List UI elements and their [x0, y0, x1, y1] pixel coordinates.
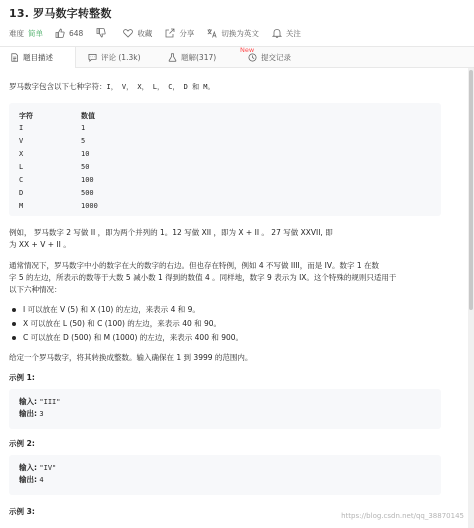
comment-icon: [88, 53, 97, 62]
tab-submissions[interactable]: [248, 47, 318, 68]
problem-meta-row: [9, 27, 314, 39]
table-header-value: 数值: [81, 112, 95, 120]
table-cell: M: [19, 202, 24, 210]
thumbs-up-icon: [55, 28, 65, 38]
bullet-dot: [12, 322, 16, 326]
description-intro: [9, 81, 215, 93]
table-cell: L: [19, 163, 24, 171]
input-value: "III": [39, 398, 61, 406]
share-icon: [165, 28, 175, 38]
table-cell: 1: [81, 124, 86, 132]
input-value: "IV": [39, 464, 57, 472]
table-cell: 50: [81, 163, 90, 171]
example-output-line: [19, 408, 44, 420]
rule-bullet: I 可以放在 V (5) 和 X (10) 的左边，来表示 4 和 9。: [23, 305, 200, 314]
example-box: [9, 389, 441, 429]
example-box: [9, 455, 441, 495]
table-cell: 500: [81, 189, 94, 197]
difficulty-label: 难度: [9, 28, 24, 38]
dislike-button[interactable]: [96, 28, 110, 38]
share-button[interactable]: [165, 28, 194, 39]
tab-comments-label: 评论 (1.3k): [101, 53, 141, 62]
example-output-line: [19, 474, 44, 486]
table-cell: I: [19, 124, 24, 132]
output-label: 输出:: [19, 475, 37, 484]
intro-prefix: 罗马数字包含以下七种字符：: [9, 82, 107, 91]
tab-submissions-label: 提交记录: [261, 53, 291, 62]
table-cell: 5: [81, 137, 86, 145]
document-icon: [10, 53, 19, 62]
rule-bullet: C 可以放在 D (500) 和 M (1000) 的左边，来表示 400 和 900。: [23, 333, 244, 342]
example-input-line: [19, 462, 56, 474]
example-title: 示例 1:: [9, 373, 35, 382]
tab-comments[interactable]: [88, 47, 158, 68]
heart-icon: [123, 28, 133, 38]
translate-label: 切换为英文: [221, 28, 259, 38]
table-cell: 100: [81, 176, 94, 184]
table-cell: C: [19, 176, 24, 184]
table-cell: 1000: [81, 202, 98, 210]
tab-description[interactable]: [0, 47, 76, 68]
table-cell: V: [19, 137, 24, 145]
output-value: 4: [39, 476, 44, 484]
flask-icon: [168, 53, 177, 62]
problem-title-row: [9, 6, 112, 20]
bullet-dot: [12, 336, 16, 340]
task-paragraph: 给定一个罗马数字，将其转换成整数。输入确保在 1 到 3999 的范围内。: [9, 353, 253, 362]
tab-bar: [0, 46, 474, 68]
table-cell: 10: [81, 150, 90, 158]
example-input-line: [19, 396, 60, 408]
table-cell: D: [19, 189, 24, 197]
bullet-dot: [12, 308, 16, 312]
translate-icon: [207, 28, 217, 38]
input-label: 输入:: [19, 463, 37, 472]
scrollbar-thumb[interactable]: [469, 70, 473, 310]
translate-button[interactable]: [207, 28, 259, 39]
output-label: 输出:: [19, 409, 37, 418]
rule-paragraph-line: 通常情况下，罗马数字中小的数字在大的数字的右边。但也存在特例，例如 4 不写做 IIII，而是 IV。数字 1 在数: [9, 261, 380, 270]
new-badge: New: [240, 46, 255, 54]
tab-solutions[interactable]: [168, 46, 255, 68]
follow-button[interactable]: [272, 28, 301, 39]
watermark: https://blog.csdn.net/qq_38870145: [341, 512, 464, 520]
clock-icon: [248, 53, 257, 62]
follow-label: 关注: [285, 28, 301, 38]
intro-symbols: I， V， X， L， C， D 和 M。: [106, 83, 215, 91]
table-header-symbol: 字符: [19, 112, 33, 120]
favorite-label: 收藏: [137, 28, 153, 38]
example-paragraph-line: 为 XX + V + II 。: [9, 240, 71, 249]
rule-paragraph-line: 以下六种情况：: [9, 285, 62, 294]
symbol-table: [9, 103, 441, 216]
like-button[interactable]: [55, 28, 83, 38]
problem-title: 13. 罗马数字转整数: [9, 7, 112, 20]
like-count: 648: [69, 28, 84, 38]
example-paragraph-line: 例如， 罗马数字 2 写做 II ，即为两个并列的 1。12 写做 XII ，即为 X + II 。 27 写做 XXVII, 即: [9, 228, 333, 237]
rule-paragraph-line: 字 5 的左边，所表示的数等于大数 5 减小数 1 得到的数值 4 。同样地，数字 9 表示为 IX。这个特殊的规则只适用于: [9, 273, 397, 282]
favorite-button[interactable]: [123, 28, 152, 39]
share-label: 分享: [179, 28, 195, 38]
input-label: 输入:: [19, 397, 37, 406]
example-title: 示例 3:: [9, 507, 35, 516]
output-value: 3: [39, 410, 44, 418]
tab-solutions-label: 题解(317): [181, 53, 217, 62]
bell-icon: [272, 28, 282, 38]
table-cell: X: [19, 150, 24, 158]
difficulty-value: 简单: [28, 28, 43, 38]
tab-description-label: 题目描述: [23, 53, 53, 62]
thumbs-down-icon: [96, 28, 106, 38]
example-title: 示例 2:: [9, 439, 35, 448]
rule-bullet: X 可以放在 L (50) 和 C (100) 的左边，来表示 40 和 90。: [23, 319, 222, 328]
